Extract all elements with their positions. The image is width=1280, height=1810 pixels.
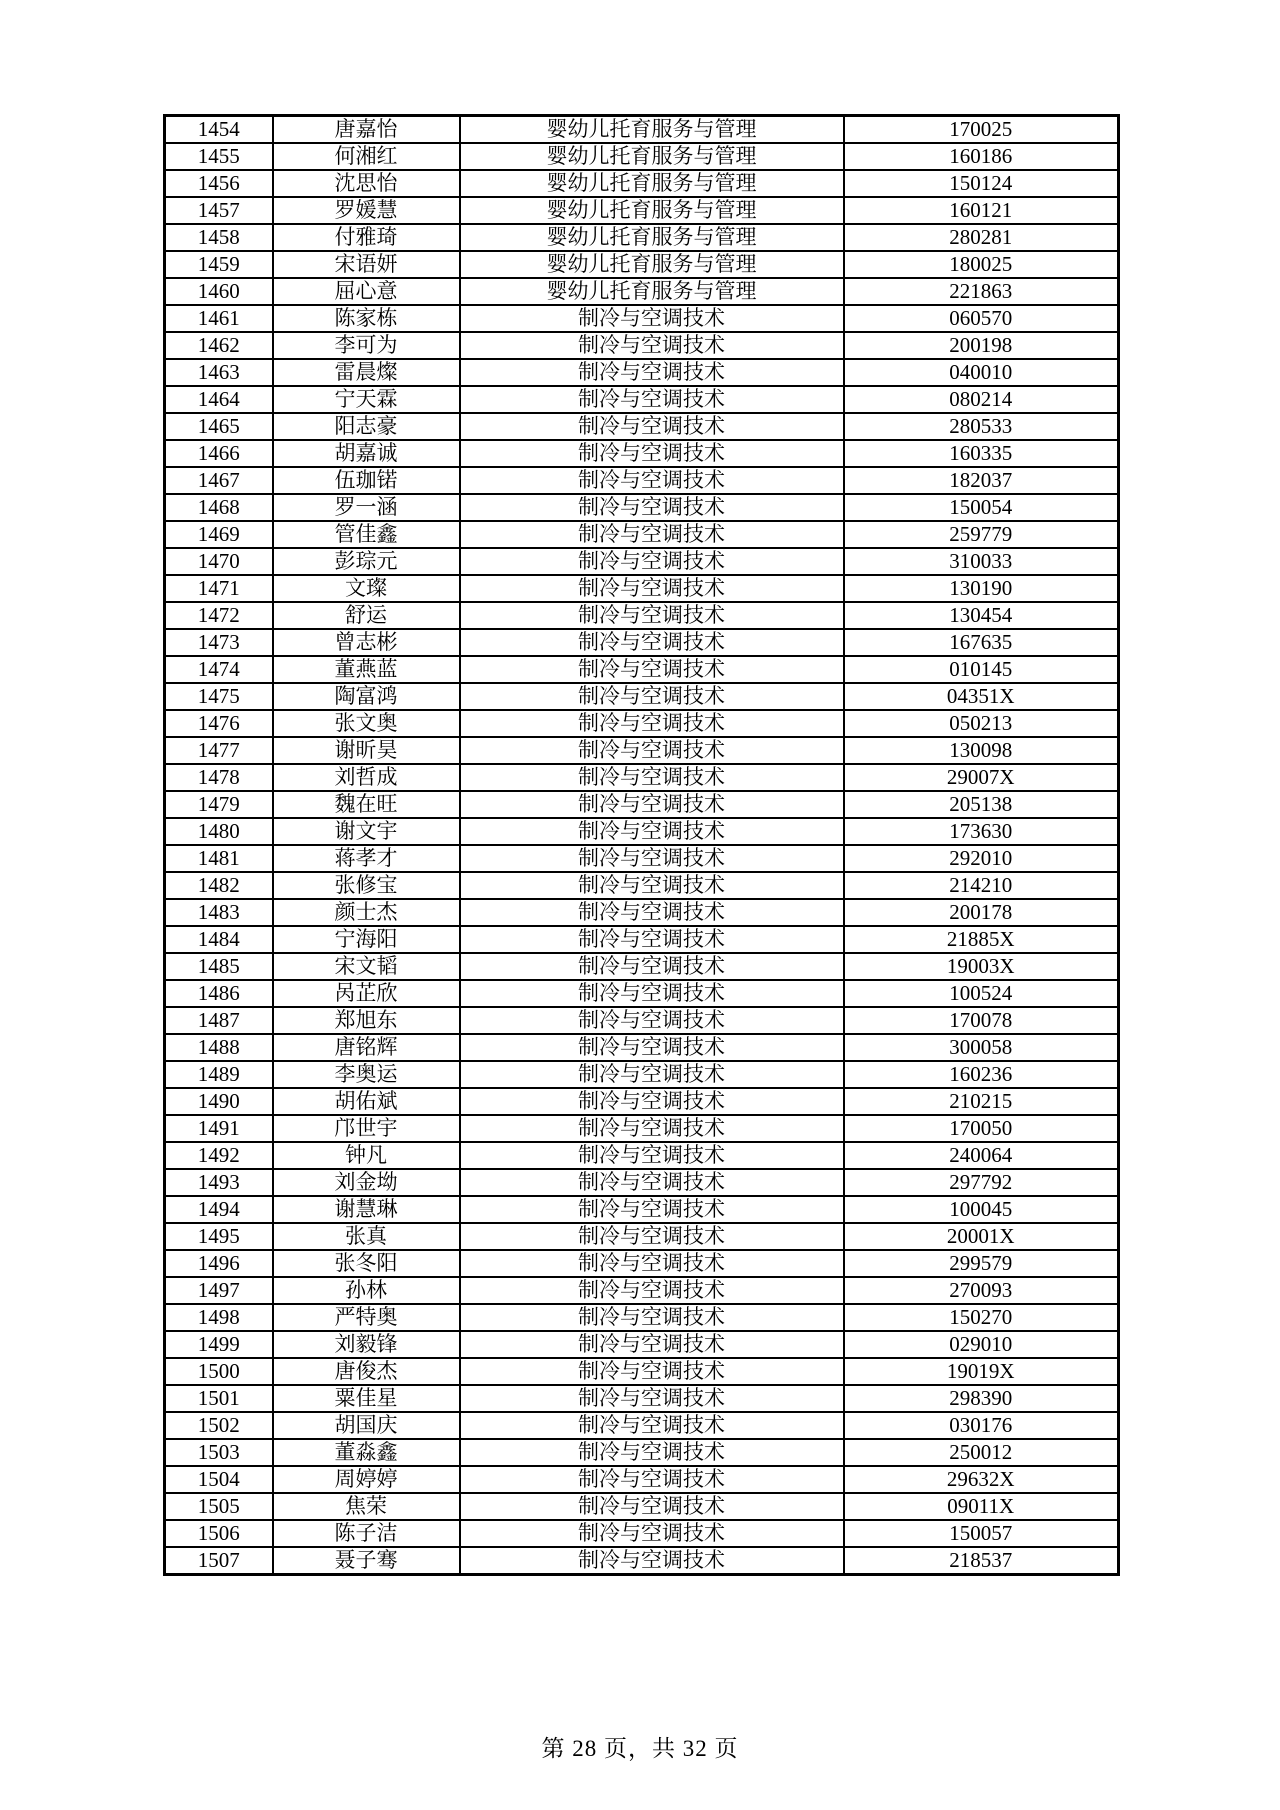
student-name-cell: 付雅琦 xyxy=(273,224,460,251)
code-cell: 180025 xyxy=(844,251,1119,278)
serial-number-cell: 1495 xyxy=(165,1223,273,1250)
student-name-cell: 罗一涵 xyxy=(273,494,460,521)
serial-number-cell: 1479 xyxy=(165,791,273,818)
student-roster-table xyxy=(163,114,1120,1576)
table-row xyxy=(165,224,1119,251)
major-name-cell: 制冷与空调技术 xyxy=(460,764,844,791)
student-name-cell: 曾志彬 xyxy=(273,629,460,656)
major-name-cell: 制冷与空调技术 xyxy=(460,494,844,521)
major-name-cell: 制冷与空调技术 xyxy=(460,899,844,926)
major-name-cell: 制冷与空调技术 xyxy=(460,980,844,1007)
student-name-cell: 谢慧琳 xyxy=(273,1196,460,1223)
student-name-cell: 聂子骞 xyxy=(273,1547,460,1575)
major-name-cell: 制冷与空调技术 xyxy=(460,1331,844,1358)
code-cell: 29007X xyxy=(844,764,1119,791)
code-cell: 210215 xyxy=(844,1088,1119,1115)
roster-table-body xyxy=(165,116,1119,1575)
table-row xyxy=(165,1385,1119,1412)
major-name-cell: 制冷与空调技术 xyxy=(460,413,844,440)
student-name-cell: 陈家栋 xyxy=(273,305,460,332)
table-row xyxy=(165,575,1119,602)
page-number-footer: 第 28 页，共 32 页 xyxy=(541,1736,739,1761)
table-row xyxy=(165,413,1119,440)
major-name-cell: 制冷与空调技术 xyxy=(460,602,844,629)
table-row xyxy=(165,1466,1119,1493)
table-row xyxy=(165,386,1119,413)
code-cell: 030176 xyxy=(844,1412,1119,1439)
student-name-cell: 陶富鸿 xyxy=(273,683,460,710)
code-cell: 218537 xyxy=(844,1547,1119,1575)
student-name-cell: 胡嘉诚 xyxy=(273,440,460,467)
serial-number-cell: 1498 xyxy=(165,1304,273,1331)
table-row xyxy=(165,1142,1119,1169)
student-name-cell: 胡佑斌 xyxy=(273,1088,460,1115)
serial-number-cell: 1480 xyxy=(165,818,273,845)
code-cell: 160335 xyxy=(844,440,1119,467)
table-row xyxy=(165,1034,1119,1061)
major-name-cell: 制冷与空调技术 xyxy=(460,791,844,818)
code-cell: 167635 xyxy=(844,629,1119,656)
student-name-cell: 李可为 xyxy=(273,332,460,359)
serial-number-cell: 1464 xyxy=(165,386,273,413)
major-name-cell: 制冷与空调技术 xyxy=(460,386,844,413)
major-name-cell: 制冷与空调技术 xyxy=(460,683,844,710)
major-name-cell: 婴幼儿托育服务与管理 xyxy=(460,251,844,278)
serial-number-cell: 1507 xyxy=(165,1547,273,1575)
code-cell: 20001X xyxy=(844,1223,1119,1250)
table-row xyxy=(165,1412,1119,1439)
serial-number-cell: 1458 xyxy=(165,224,273,251)
code-cell: 19019X xyxy=(844,1358,1119,1385)
table-row xyxy=(165,494,1119,521)
student-name-cell: 严特奥 xyxy=(273,1304,460,1331)
student-name-cell: 邝世宇 xyxy=(273,1115,460,1142)
code-cell: 205138 xyxy=(844,791,1119,818)
table-row xyxy=(165,1223,1119,1250)
student-name-cell: 呙芷欣 xyxy=(273,980,460,1007)
table-row xyxy=(165,1277,1119,1304)
serial-number-cell: 1488 xyxy=(165,1034,273,1061)
major-name-cell: 婴幼儿托育服务与管理 xyxy=(460,143,844,170)
table-row xyxy=(165,818,1119,845)
student-name-cell: 张真 xyxy=(273,1223,460,1250)
table-row xyxy=(165,278,1119,305)
code-cell: 292010 xyxy=(844,845,1119,872)
serial-number-cell: 1467 xyxy=(165,467,273,494)
table-row xyxy=(165,440,1119,467)
serial-number-cell: 1490 xyxy=(165,1088,273,1115)
code-cell: 170078 xyxy=(844,1007,1119,1034)
serial-number-cell: 1485 xyxy=(165,953,273,980)
code-cell: 150054 xyxy=(844,494,1119,521)
code-cell: 050213 xyxy=(844,710,1119,737)
table-row xyxy=(165,737,1119,764)
student-name-cell: 宋语妍 xyxy=(273,251,460,278)
serial-number-cell: 1472 xyxy=(165,602,273,629)
serial-number-cell: 1481 xyxy=(165,845,273,872)
code-cell: 221863 xyxy=(844,278,1119,305)
major-name-cell: 制冷与空调技术 xyxy=(460,1115,844,1142)
code-cell: 250012 xyxy=(844,1439,1119,1466)
serial-number-cell: 1466 xyxy=(165,440,273,467)
code-cell: 280281 xyxy=(844,224,1119,251)
code-cell: 09011X xyxy=(844,1493,1119,1520)
student-name-cell: 谢文宇 xyxy=(273,818,460,845)
table-row xyxy=(165,1547,1119,1575)
table-row xyxy=(165,629,1119,656)
code-cell: 150057 xyxy=(844,1520,1119,1547)
major-name-cell: 制冷与空调技术 xyxy=(460,305,844,332)
table-row xyxy=(165,710,1119,737)
code-cell: 130098 xyxy=(844,737,1119,764)
student-name-cell: 沈思怡 xyxy=(273,170,460,197)
major-name-cell: 制冷与空调技术 xyxy=(460,737,844,764)
student-name-cell: 舒运 xyxy=(273,602,460,629)
serial-number-cell: 1463 xyxy=(165,359,273,386)
table-row xyxy=(165,332,1119,359)
table-row xyxy=(165,251,1119,278)
serial-number-cell: 1484 xyxy=(165,926,273,953)
student-name-cell: 彭琮元 xyxy=(273,548,460,575)
student-name-cell: 雷晨燦 xyxy=(273,359,460,386)
table-row xyxy=(165,1358,1119,1385)
serial-number-cell: 1478 xyxy=(165,764,273,791)
student-name-cell: 颜士杰 xyxy=(273,899,460,926)
table-row xyxy=(165,791,1119,818)
student-name-cell: 胡国庆 xyxy=(273,1412,460,1439)
code-cell: 240064 xyxy=(844,1142,1119,1169)
major-name-cell: 制冷与空调技术 xyxy=(460,629,844,656)
major-name-cell: 制冷与空调技术 xyxy=(460,1412,844,1439)
table-row xyxy=(165,764,1119,791)
major-name-cell: 婴幼儿托育服务与管理 xyxy=(460,224,844,251)
serial-number-cell: 1491 xyxy=(165,1115,273,1142)
table-row xyxy=(165,1061,1119,1088)
code-cell: 060570 xyxy=(844,305,1119,332)
student-name-cell: 郑旭东 xyxy=(273,1007,460,1034)
code-cell: 200198 xyxy=(844,332,1119,359)
serial-number-cell: 1462 xyxy=(165,332,273,359)
code-cell: 200178 xyxy=(844,899,1119,926)
table-row xyxy=(165,548,1119,575)
table-row xyxy=(165,305,1119,332)
code-cell: 170025 xyxy=(844,116,1119,144)
student-name-cell: 伍珈锘 xyxy=(273,467,460,494)
serial-number-cell: 1483 xyxy=(165,899,273,926)
student-name-cell: 刘金坳 xyxy=(273,1169,460,1196)
code-cell: 300058 xyxy=(844,1034,1119,1061)
student-name-cell: 蒋孝才 xyxy=(273,845,460,872)
code-cell: 080214 xyxy=(844,386,1119,413)
student-name-cell: 周婷婷 xyxy=(273,1466,460,1493)
table-row xyxy=(165,899,1119,926)
table-row xyxy=(165,1007,1119,1034)
major-name-cell: 制冷与空调技术 xyxy=(460,1034,844,1061)
serial-number-cell: 1501 xyxy=(165,1385,273,1412)
major-name-cell: 制冷与空调技术 xyxy=(460,1385,844,1412)
major-name-cell: 制冷与空调技术 xyxy=(460,1547,844,1575)
serial-number-cell: 1459 xyxy=(165,251,273,278)
major-name-cell: 制冷与空调技术 xyxy=(460,521,844,548)
serial-number-cell: 1470 xyxy=(165,548,273,575)
table-row xyxy=(165,1439,1119,1466)
student-name-cell: 宋文韬 xyxy=(273,953,460,980)
major-name-cell: 制冷与空调技术 xyxy=(460,359,844,386)
code-cell: 100045 xyxy=(844,1196,1119,1223)
serial-number-cell: 1455 xyxy=(165,143,273,170)
student-name-cell: 罗媛慧 xyxy=(273,197,460,224)
table-row xyxy=(165,1196,1119,1223)
serial-number-cell: 1471 xyxy=(165,575,273,602)
major-name-cell: 制冷与空调技术 xyxy=(460,440,844,467)
table-row xyxy=(165,1331,1119,1358)
serial-number-cell: 1465 xyxy=(165,413,273,440)
code-cell: 214210 xyxy=(844,872,1119,899)
serial-number-cell: 1487 xyxy=(165,1007,273,1034)
major-name-cell: 制冷与空调技术 xyxy=(460,656,844,683)
major-name-cell: 制冷与空调技术 xyxy=(460,1466,844,1493)
table-row xyxy=(165,1250,1119,1277)
code-cell: 150124 xyxy=(844,170,1119,197)
serial-number-cell: 1473 xyxy=(165,629,273,656)
table-row xyxy=(165,1115,1119,1142)
serial-number-cell: 1482 xyxy=(165,872,273,899)
student-name-cell: 宁天霖 xyxy=(273,386,460,413)
code-cell: 130454 xyxy=(844,602,1119,629)
serial-number-cell: 1496 xyxy=(165,1250,273,1277)
student-name-cell: 董淼鑫 xyxy=(273,1439,460,1466)
serial-number-cell: 1497 xyxy=(165,1277,273,1304)
serial-number-cell: 1492 xyxy=(165,1142,273,1169)
table-row xyxy=(165,602,1119,629)
table-row xyxy=(165,359,1119,386)
major-name-cell: 制冷与空调技术 xyxy=(460,1007,844,1034)
code-cell: 182037 xyxy=(844,467,1119,494)
major-name-cell: 制冷与空调技术 xyxy=(460,1250,844,1277)
major-name-cell: 制冷与空调技术 xyxy=(460,845,844,872)
major-name-cell: 制冷与空调技术 xyxy=(460,710,844,737)
student-name-cell: 刘哲成 xyxy=(273,764,460,791)
table-row xyxy=(165,143,1119,170)
serial-number-cell: 1499 xyxy=(165,1331,273,1358)
code-cell: 29632X xyxy=(844,1466,1119,1493)
table-row xyxy=(165,1088,1119,1115)
major-name-cell: 制冷与空调技术 xyxy=(460,1088,844,1115)
major-name-cell: 制冷与空调技术 xyxy=(460,467,844,494)
table-row xyxy=(165,1304,1119,1331)
serial-number-cell: 1468 xyxy=(165,494,273,521)
major-name-cell: 制冷与空调技术 xyxy=(460,1358,844,1385)
major-name-cell: 制冷与空调技术 xyxy=(460,1196,844,1223)
code-cell: 160121 xyxy=(844,197,1119,224)
table-row xyxy=(165,1520,1119,1547)
student-name-cell: 张修宝 xyxy=(273,872,460,899)
major-name-cell: 制冷与空调技术 xyxy=(460,1439,844,1466)
major-name-cell: 制冷与空调技术 xyxy=(460,818,844,845)
serial-number-cell: 1475 xyxy=(165,683,273,710)
code-cell: 04351X xyxy=(844,683,1119,710)
code-cell: 010145 xyxy=(844,656,1119,683)
serial-number-cell: 1454 xyxy=(165,116,273,144)
student-name-cell: 谢昕昊 xyxy=(273,737,460,764)
code-cell: 280533 xyxy=(844,413,1119,440)
code-cell: 173630 xyxy=(844,818,1119,845)
student-name-cell: 阳志豪 xyxy=(273,413,460,440)
serial-number-cell: 1503 xyxy=(165,1439,273,1466)
serial-number-cell: 1456 xyxy=(165,170,273,197)
student-name-cell: 管佳鑫 xyxy=(273,521,460,548)
serial-number-cell: 1500 xyxy=(165,1358,273,1385)
table-row xyxy=(165,953,1119,980)
serial-number-cell: 1461 xyxy=(165,305,273,332)
table-row xyxy=(165,656,1119,683)
student-name-cell: 唐铭辉 xyxy=(273,1034,460,1061)
code-cell: 270093 xyxy=(844,1277,1119,1304)
code-cell: 19003X xyxy=(844,953,1119,980)
code-cell: 130190 xyxy=(844,575,1119,602)
code-cell: 160186 xyxy=(844,143,1119,170)
serial-number-cell: 1460 xyxy=(165,278,273,305)
student-name-cell: 刘毅锋 xyxy=(273,1331,460,1358)
code-cell: 150270 xyxy=(844,1304,1119,1331)
table-row xyxy=(165,197,1119,224)
serial-number-cell: 1476 xyxy=(165,710,273,737)
student-name-cell: 文璨 xyxy=(273,575,460,602)
major-name-cell: 制冷与空调技术 xyxy=(460,1142,844,1169)
student-name-cell: 李奥运 xyxy=(273,1061,460,1088)
code-cell: 298390 xyxy=(844,1385,1119,1412)
student-name-cell: 张冬阳 xyxy=(273,1250,460,1277)
student-name-cell: 钟凡 xyxy=(273,1142,460,1169)
code-cell: 170050 xyxy=(844,1115,1119,1142)
student-name-cell: 宁海阳 xyxy=(273,926,460,953)
major-name-cell: 制冷与空调技术 xyxy=(460,548,844,575)
table-row xyxy=(165,980,1119,1007)
table-row xyxy=(165,521,1119,548)
student-name-cell: 屈心意 xyxy=(273,278,460,305)
major-name-cell: 婴幼儿托育服务与管理 xyxy=(460,116,844,144)
student-name-cell: 孙林 xyxy=(273,1277,460,1304)
serial-number-cell: 1505 xyxy=(165,1493,273,1520)
code-cell: 160236 xyxy=(844,1061,1119,1088)
major-name-cell: 制冷与空调技术 xyxy=(460,1520,844,1547)
student-name-cell: 张文奥 xyxy=(273,710,460,737)
code-cell: 100524 xyxy=(844,980,1119,1007)
student-name-cell: 陈子洁 xyxy=(273,1520,460,1547)
major-name-cell: 制冷与空调技术 xyxy=(460,575,844,602)
serial-number-cell: 1493 xyxy=(165,1169,273,1196)
table-row xyxy=(165,1169,1119,1196)
major-name-cell: 制冷与空调技术 xyxy=(460,1493,844,1520)
major-name-cell: 制冷与空调技术 xyxy=(460,1169,844,1196)
table-row xyxy=(165,926,1119,953)
serial-number-cell: 1506 xyxy=(165,1520,273,1547)
serial-number-cell: 1469 xyxy=(165,521,273,548)
serial-number-cell: 1474 xyxy=(165,656,273,683)
serial-number-cell: 1504 xyxy=(165,1466,273,1493)
table-row xyxy=(165,683,1119,710)
table-row xyxy=(165,170,1119,197)
code-cell: 310033 xyxy=(844,548,1119,575)
student-name-cell: 何湘红 xyxy=(273,143,460,170)
major-name-cell: 制冷与空调技术 xyxy=(460,926,844,953)
major-name-cell: 制冷与空调技术 xyxy=(460,1223,844,1250)
table-row xyxy=(165,116,1119,144)
serial-number-cell: 1457 xyxy=(165,197,273,224)
student-name-cell: 唐嘉怡 xyxy=(273,116,460,144)
student-name-cell: 魏在旺 xyxy=(273,791,460,818)
serial-number-cell: 1486 xyxy=(165,980,273,1007)
student-name-cell: 粟佳星 xyxy=(273,1385,460,1412)
student-name-cell: 焦荣 xyxy=(273,1493,460,1520)
serial-number-cell: 1494 xyxy=(165,1196,273,1223)
student-name-cell: 董燕蓝 xyxy=(273,656,460,683)
table-row xyxy=(165,1493,1119,1520)
code-cell: 21885X xyxy=(844,926,1119,953)
code-cell: 299579 xyxy=(844,1250,1119,1277)
major-name-cell: 婴幼儿托育服务与管理 xyxy=(460,278,844,305)
table-row xyxy=(165,467,1119,494)
major-name-cell: 制冷与空调技术 xyxy=(460,332,844,359)
major-name-cell: 制冷与空调技术 xyxy=(460,872,844,899)
major-name-cell: 制冷与空调技术 xyxy=(460,1061,844,1088)
student-name-cell: 唐俊杰 xyxy=(273,1358,460,1385)
serial-number-cell: 1477 xyxy=(165,737,273,764)
table-row xyxy=(165,845,1119,872)
major-name-cell: 婴幼儿托育服务与管理 xyxy=(460,197,844,224)
major-name-cell: 制冷与空调技术 xyxy=(460,953,844,980)
major-name-cell: 制冷与空调技术 xyxy=(460,1277,844,1304)
table-row xyxy=(165,872,1119,899)
code-cell: 259779 xyxy=(844,521,1119,548)
major-name-cell: 制冷与空调技术 xyxy=(460,1304,844,1331)
serial-number-cell: 1489 xyxy=(165,1061,273,1088)
major-name-cell: 婴幼儿托育服务与管理 xyxy=(460,170,844,197)
code-cell: 029010 xyxy=(844,1331,1119,1358)
code-cell: 297792 xyxy=(844,1169,1119,1196)
serial-number-cell: 1502 xyxy=(165,1412,273,1439)
code-cell: 040010 xyxy=(844,359,1119,386)
